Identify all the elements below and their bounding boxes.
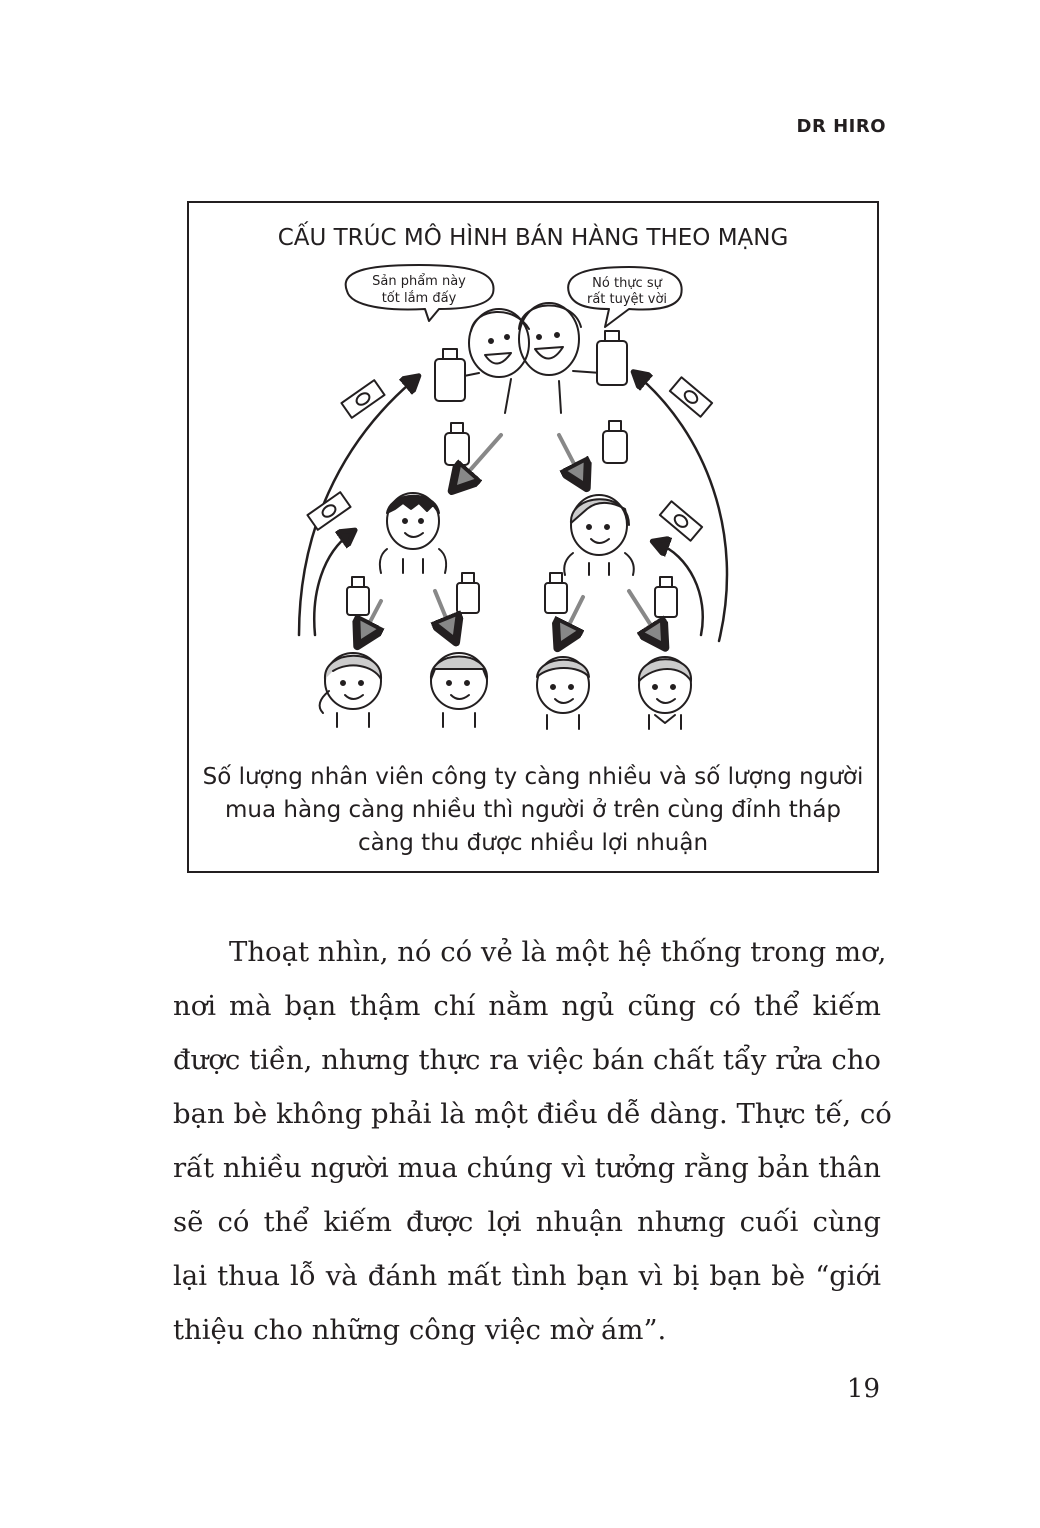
money-flow-arrows: [299, 375, 727, 641]
caption-line: Số lượng nhân viên công ty càng nhiều và số lượng người: [202, 764, 864, 790]
bubble-left-line-1: Sản phẩm này: [372, 274, 466, 289]
body-line: được tiền, nhưng thực ra việc bán chất tẩy rửa cho: [173, 1044, 881, 1076]
bottom-person-2: [431, 653, 487, 727]
body-line: nơi mà bạn thậm chí nằm ngủ cũng có thể kiếm: [173, 990, 881, 1022]
body-paragraph: [173, 925, 892, 1357]
bubble-left-line-2: tốt lắm đấy: [381, 291, 457, 306]
arrow-icon: [457, 435, 583, 485]
figure-box: [187, 201, 879, 873]
caption-line: mua hàng càng nhiều thì người ở trên cùng đỉnh tháp: [224, 797, 842, 823]
speech-bubble-right: [568, 267, 682, 327]
body-line: thiệu cho những công việc mờ ám”.: [173, 1314, 667, 1346]
middle-person-right: [564, 495, 633, 575]
bottom-person-4: [639, 657, 691, 729]
speech-bubble-left: [346, 265, 494, 321]
bottle-icon: [435, 331, 627, 401]
money-bill-icon: [307, 377, 712, 541]
running-head: DR HIRO: [796, 116, 886, 137]
caption-line: càng thu được nhiều lợi nhuận: [357, 830, 709, 856]
figure-caption: [199, 761, 867, 860]
body-line: rất nhiều người mua chúng vì tưởng rằng bản thân: [173, 1152, 881, 1184]
body-line: bạn bè không phải là một điều dễ dàng. Thực tế, có: [173, 1098, 892, 1130]
page-number: 19: [846, 1374, 880, 1404]
body-line: sẽ có thể kiếm được lợi nhuận nhưng cuối cùng: [173, 1206, 881, 1238]
network-marketing-illustration: [189, 203, 877, 763]
bubble-right-line-2: rất tuyệt vời: [586, 292, 668, 307]
body-line: lại thua lỗ và đánh mất tình bạn vì bị bạn bè “giới: [173, 1260, 881, 1292]
bottle-icon: [445, 421, 627, 465]
middle-person-left: [380, 493, 446, 573]
arrow-icon: [361, 591, 661, 641]
figure-title: CẤU TRÚC MÔ HÌNH BÁN HÀNG THEO MẠNG: [277, 225, 789, 251]
top-person-right: [519, 303, 601, 413]
bottle-icon: [347, 573, 677, 617]
bottom-person-3: [537, 657, 589, 729]
body-line: Thoạt nhìn, nó có vẻ là một hệ thống trong mơ,: [229, 936, 887, 968]
bubble-right-line-1: Nó thực sự: [592, 276, 662, 291]
bottom-person-1: [320, 653, 381, 727]
